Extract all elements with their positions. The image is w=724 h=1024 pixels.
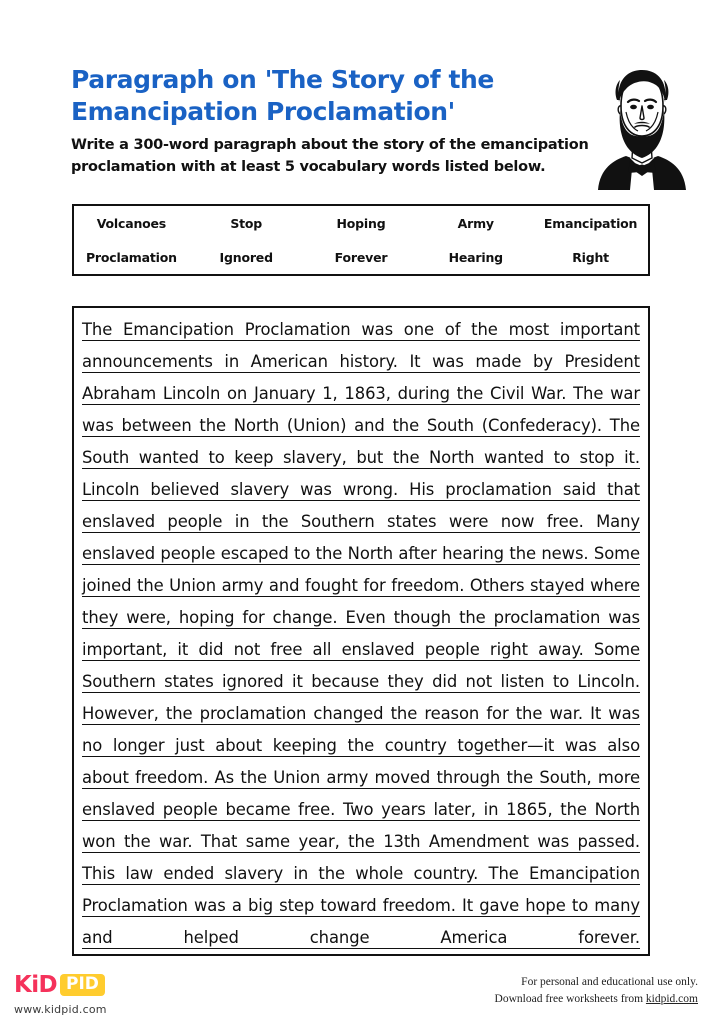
vocabulary-word: Right <box>572 249 609 265</box>
vocabulary-word: Army <box>457 215 494 231</box>
vocabulary-word: Emancipation <box>543 215 638 231</box>
vocabulary-word: Hearing <box>448 249 503 265</box>
logo-kid-text: KiD <box>14 971 57 998</box>
vocabulary-row <box>74 240 648 274</box>
vocabulary-word: Forever <box>334 249 388 265</box>
attribution-prefix: Download free worksheets from <box>494 993 646 1006</box>
logo-mark <box>14 972 144 998</box>
vocabulary-word: Hoping <box>336 215 386 231</box>
vocabulary-word: Stop <box>230 215 263 231</box>
attribution-line-1: For personal and educational use only. <box>521 976 698 988</box>
logo-url-text: www.kidpid.com <box>14 1003 107 1016</box>
abraham-lincoln-portrait-icon <box>592 66 692 190</box>
attribution-text <box>495 974 698 1009</box>
vocabulary-word-box <box>72 204 650 276</box>
vocabulary-word: Volcanoes <box>96 215 167 231</box>
answer-paragraph[interactable]: The Emancipation Proclamation was one of the most important announcements in American history. It was made by President Abraham Lincoln on January 1, 1863, during the Civil War. The war was between the North (Union) and the South (Confederacy). The South wanted to keep slavery, but the North wanted to stop it. Lincoln believed slavery was wrong. His proclamation said that enslaved people in the Southern states were now free. Many enslaved people escaped to the North after hearing the news. Some joined the Union army and fought for freedom. Others stayed where they were, hoping for change. Even though the proclamation was important, it did not free all enslaved people right away. Some Southern states ignored it because they did not listen to Lincoln. However, the proclamation changed the reason for the war. It was no longer just about keeping the country together—it was also about freedom. As the Union army moved through the South, more enslaved people became free. Two years later, in 1865, the North won the war. That same year, the 13th Amendment was passed. This law ended slavery in the whole country. The Emancipation Proclamation was a big step toward freedom. It gave hope to many and helped change America forever. <box>82 320 640 947</box>
vocabulary-row <box>74 206 648 240</box>
page-title: Paragraph on 'The Story of the Emancipation Proclamation' <box>71 65 494 126</box>
attribution-line-2 <box>495 991 698 1008</box>
answer-text-box[interactable] <box>72 306 650 956</box>
vocabulary-word: Ignored <box>219 249 273 265</box>
instruction-text: Write a 300-word paragraph about the story of the emancipation proclamation with at least 5 vocabulary words listed below. <box>71 137 589 176</box>
logo-pid-badge: PID <box>60 974 105 996</box>
vocabulary-word: Proclamation <box>85 249 177 265</box>
kidpid-logo <box>14 972 144 1016</box>
page-footer <box>0 966 724 1024</box>
worksheet-header <box>71 64 671 179</box>
kidpid-link[interactable]: kidpid.com <box>645 993 698 1006</box>
